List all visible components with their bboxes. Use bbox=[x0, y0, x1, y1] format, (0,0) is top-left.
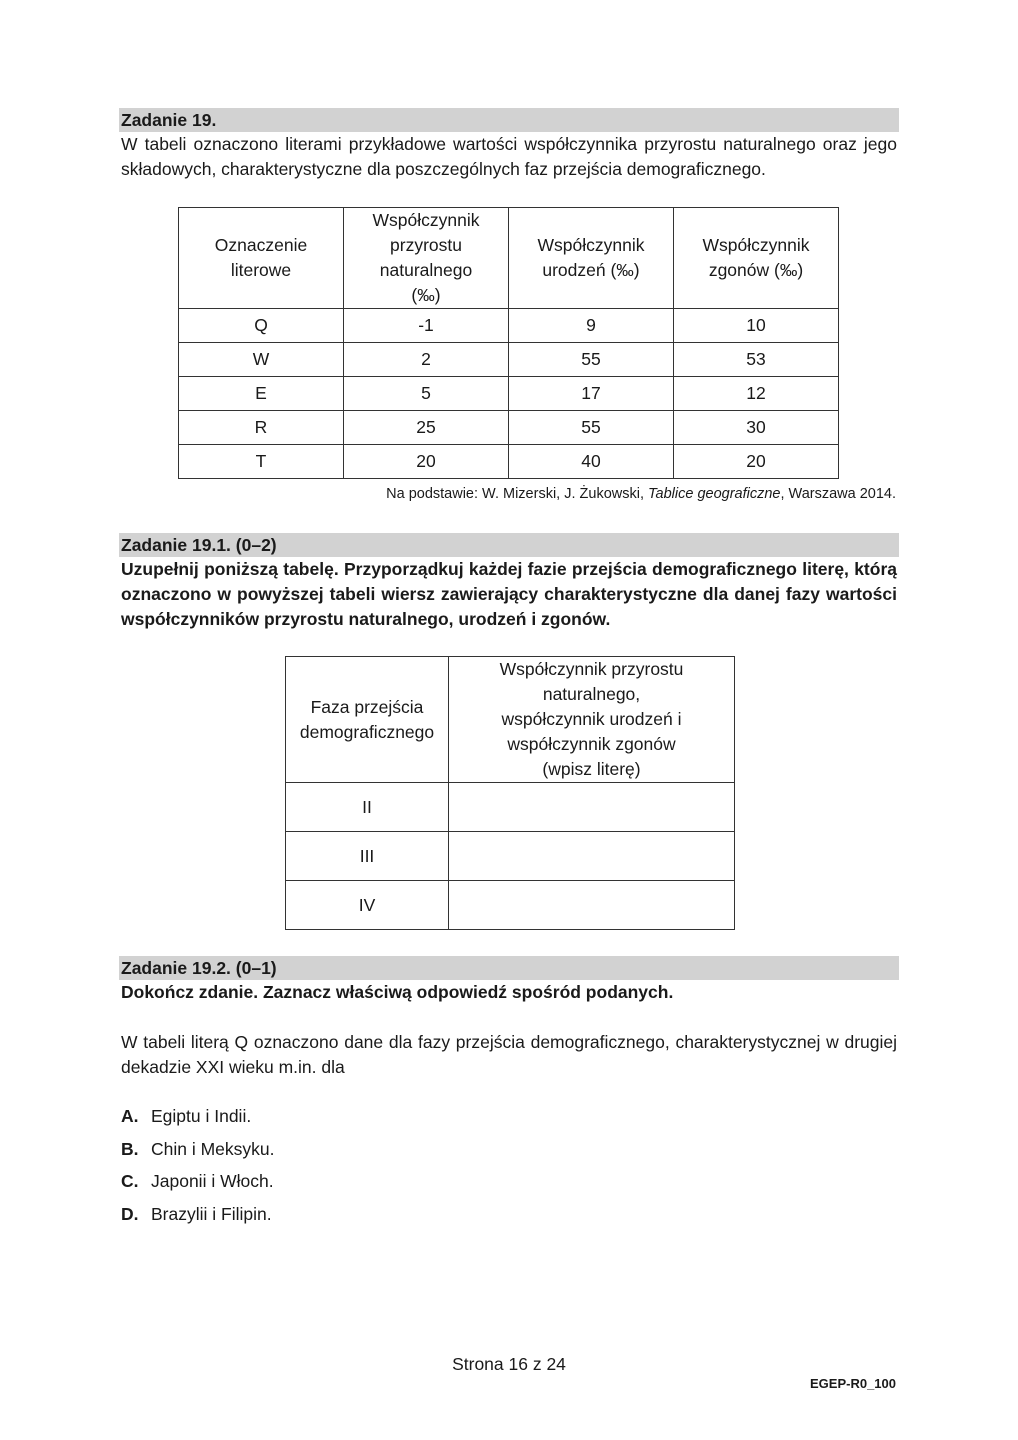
exam-code: EGEP-R0_100 bbox=[810, 1376, 896, 1391]
cell-death-rate: 20 bbox=[674, 445, 839, 479]
table-row bbox=[179, 309, 839, 343]
cell-natural-increase: 5 bbox=[344, 377, 509, 411]
cell-death-rate: 10 bbox=[674, 309, 839, 343]
answer-options bbox=[121, 1104, 275, 1234]
task-19-1-title: Zadanie 19.1. (0–2) bbox=[119, 533, 899, 557]
header-natural-increase: Współczynnik przyrostu naturalnego (‰) bbox=[344, 208, 509, 309]
cell-birth-rate: 9 bbox=[509, 309, 674, 343]
answer-table bbox=[285, 656, 735, 930]
cell-birth-rate: 55 bbox=[509, 343, 674, 377]
phase-label: II bbox=[286, 783, 449, 832]
task-19-1-instruction: Uzupełnij poniższą tabelę. Przyporządkuj każdej fazie przejścia demograficznego literę, którą oznaczono w powyższej tabeli wiersz zawierający charakterystyczne dla danej fazy wartości współczynników przyrostu naturalnego, urodzeń i zgonów. bbox=[121, 559, 897, 629]
table-row bbox=[179, 377, 839, 411]
demographic-data-table bbox=[178, 207, 839, 479]
cell-letter: W bbox=[179, 343, 344, 377]
answer-cell[interactable] bbox=[449, 881, 735, 930]
table-header-row bbox=[179, 208, 839, 309]
answer-table-header-row bbox=[286, 657, 735, 783]
table-row bbox=[179, 411, 839, 445]
answer-cell[interactable] bbox=[449, 832, 735, 881]
cell-death-rate: 30 bbox=[674, 411, 839, 445]
answer-cell[interactable] bbox=[449, 783, 735, 832]
task-19-2-title: Zadanie 19.2. (0–1) bbox=[119, 956, 899, 980]
cell-letter: E bbox=[179, 377, 344, 411]
table-row bbox=[286, 783, 735, 832]
table-row bbox=[179, 445, 839, 479]
cell-death-rate: 53 bbox=[674, 343, 839, 377]
task-19-2-instruction: Dokończ zdanie. Zaznacz właściwą odpowiedź spośród podanych. bbox=[121, 982, 674, 1002]
option-d[interactable]: D. Brazylii i Filipin. bbox=[121, 1203, 272, 1224]
table-row bbox=[179, 343, 839, 377]
cell-natural-increase: -1 bbox=[344, 309, 509, 343]
cell-letter: Q bbox=[179, 309, 344, 343]
cell-natural-increase: 20 bbox=[344, 445, 509, 479]
page-number: Strona 16 z 24 bbox=[452, 1354, 566, 1374]
task-19-2-stem: W tabeli literą Q oznaczono dane dla fazy przejścia demograficznego, charakterystycznej w drugiej dekadzie XXI wieku m.in. dla bbox=[121, 1032, 897, 1077]
cell-birth-rate: 40 bbox=[509, 445, 674, 479]
phase-label: IV bbox=[286, 881, 449, 930]
cell-birth-rate: 17 bbox=[509, 377, 674, 411]
option-a[interactable]: A. Egiptu i Indii. bbox=[121, 1106, 252, 1126]
phase-label: III bbox=[286, 832, 449, 881]
cell-natural-increase: 2 bbox=[344, 343, 509, 377]
cell-birth-rate: 55 bbox=[509, 411, 674, 445]
option-c[interactable]: C. Japonii i Włoch. bbox=[121, 1171, 274, 1191]
cell-letter: T bbox=[179, 445, 344, 479]
header-letter: Oznaczenie literowe bbox=[179, 208, 344, 309]
table-row bbox=[286, 881, 735, 930]
header-phase: Faza przejścia demograficznego bbox=[286, 657, 449, 783]
table-row bbox=[286, 832, 735, 881]
header-death-rate: Współczynnik zgonów (‰) bbox=[674, 208, 839, 309]
task-19-intro: W tabeli oznaczono literami przykładowe wartości współczynnika przyrostu naturalnego oraz jego składowych, charakterystyczne dla poszczególnych faz przejścia demograficznego. bbox=[121, 134, 897, 179]
option-b[interactable]: B. Chin i Meksyku. bbox=[121, 1138, 275, 1159]
cell-natural-increase: 25 bbox=[344, 411, 509, 445]
header-birth-rate: Współczynnik urodzeń (‰) bbox=[509, 208, 674, 309]
table-source: Na podstawie: W. Mizerski, J. Żukowski, Tablice geograficzne, Warszawa 2014. bbox=[386, 486, 896, 502]
cell-death-rate: 12 bbox=[674, 377, 839, 411]
header-answer-letter: Współczynnik przyrostu naturalnego, współczynnik urodzeń i współczynnik zgonów (wpisz literę) bbox=[449, 657, 735, 783]
task-19-title: Zadanie 19. bbox=[119, 108, 899, 132]
cell-letter: R bbox=[179, 411, 344, 445]
